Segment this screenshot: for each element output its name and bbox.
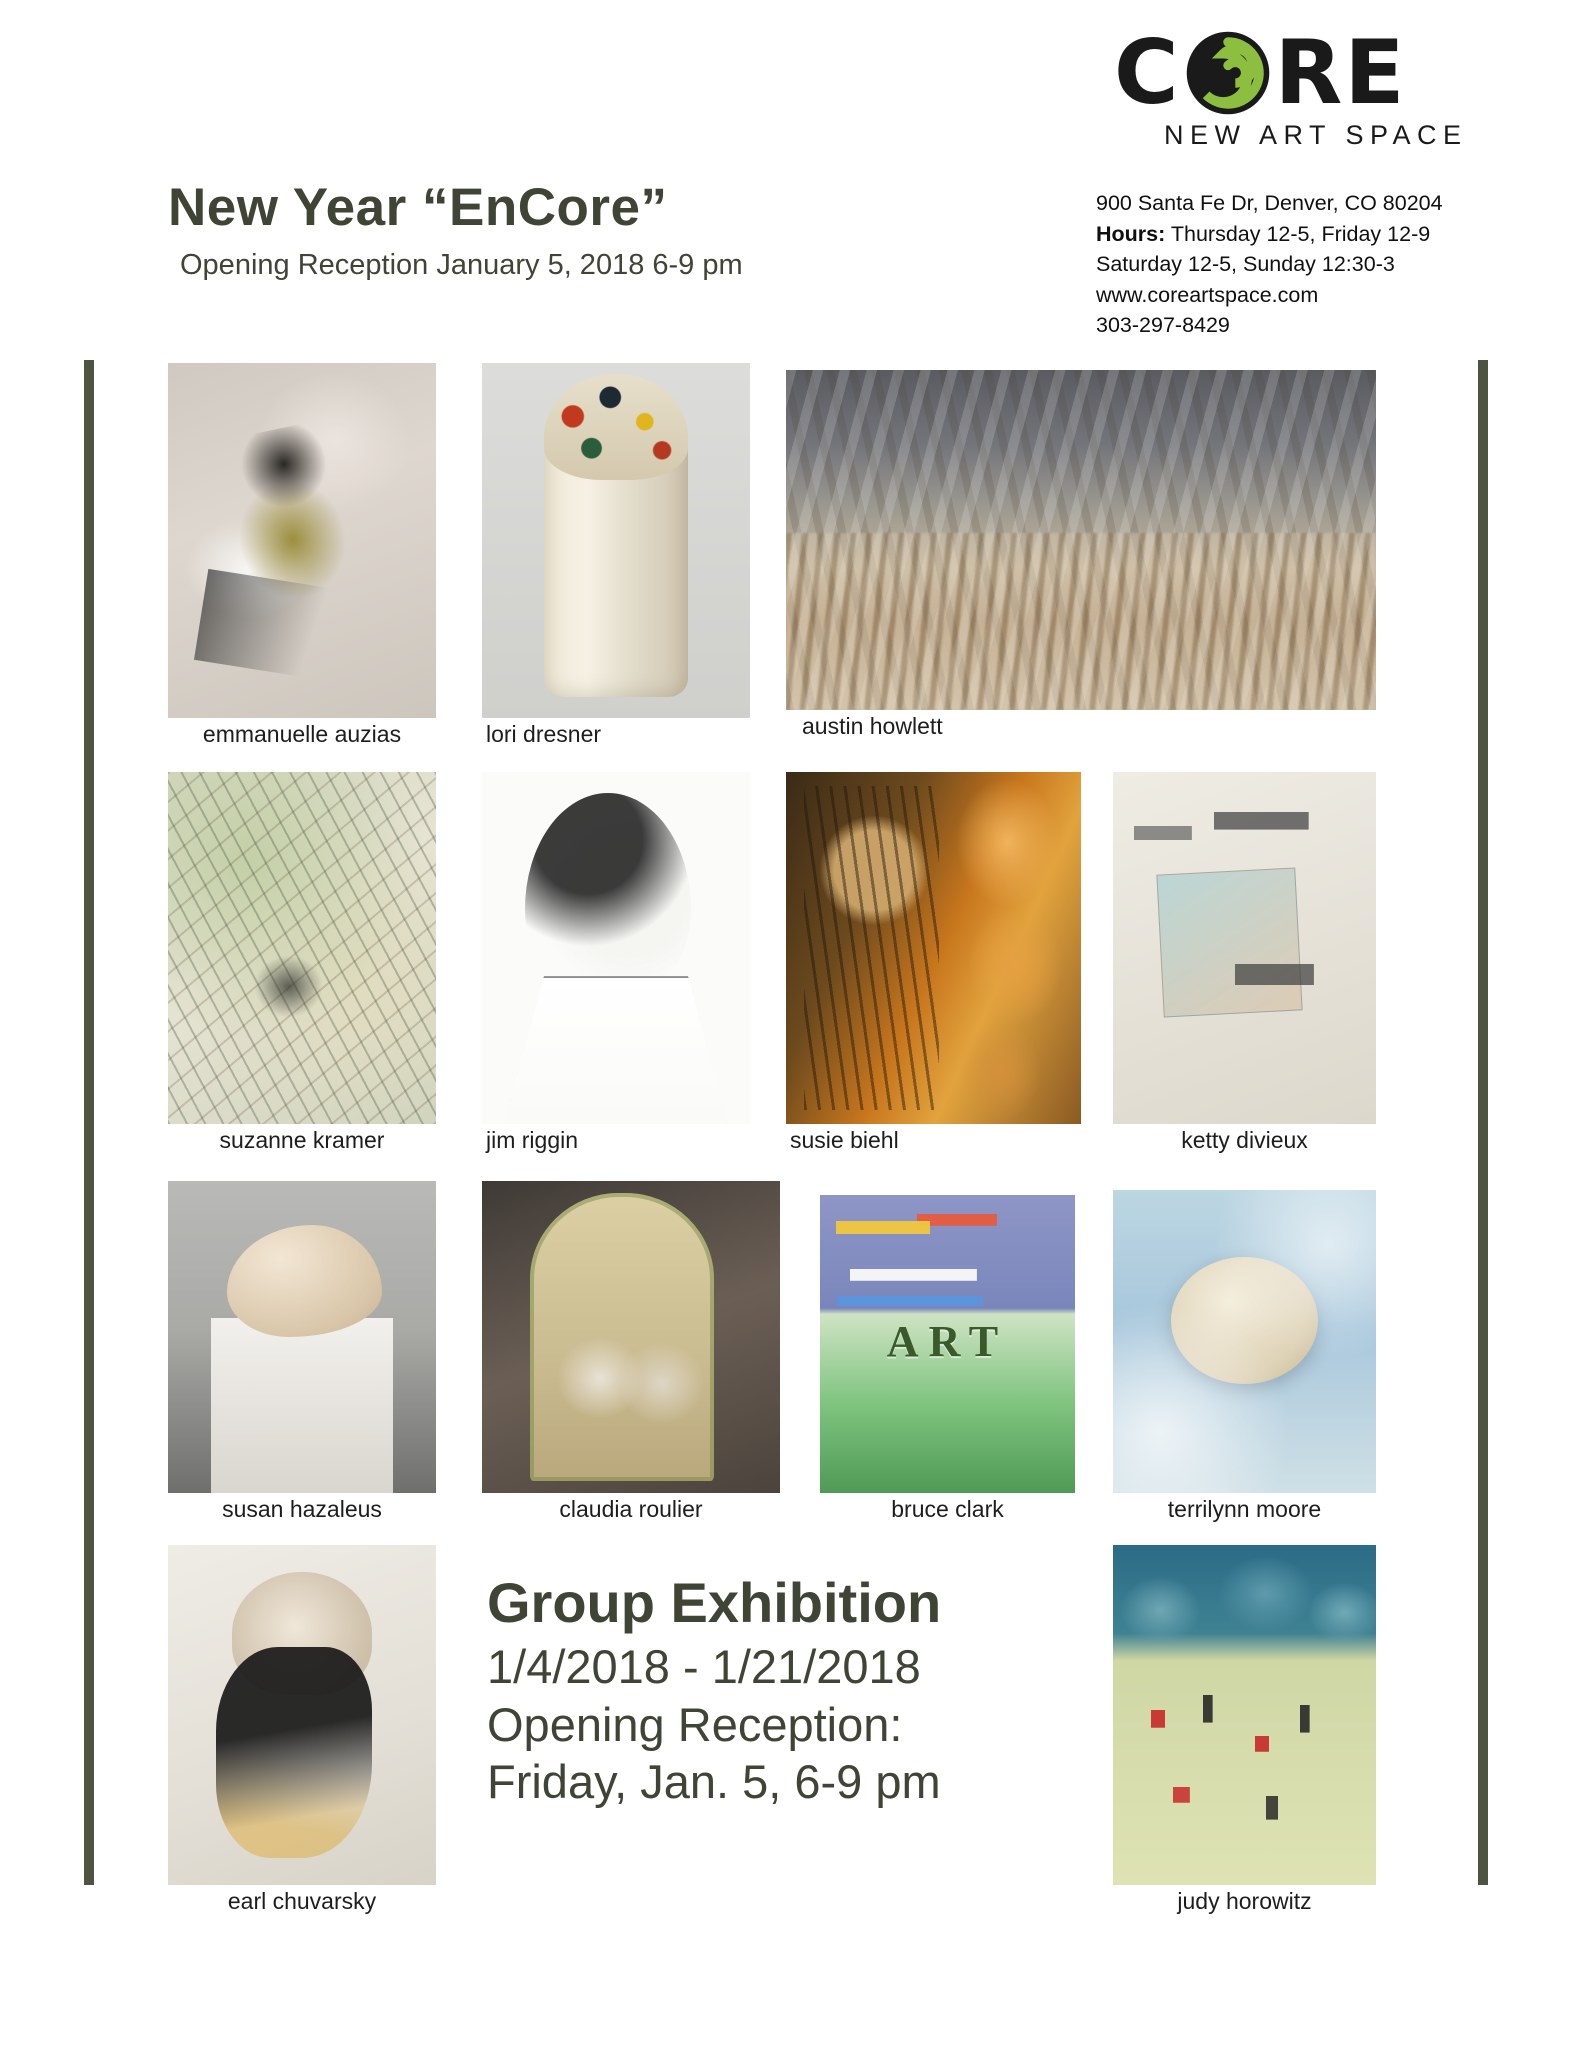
artwork-item[interactable]: [786, 370, 1376, 739]
artwork-item[interactable]: [1113, 772, 1376, 1153]
artist-caption: susan hazaleus: [222, 1496, 382, 1522]
logo-tagline: NEW ART SPACE: [1164, 120, 1468, 150]
artist-caption: ketty divieux: [1181, 1127, 1308, 1153]
artwork-thumbnail[interactable]: [168, 1181, 436, 1493]
logo-letters-re: RE: [1274, 21, 1407, 124]
artwork-thumbnail[interactable]: [1113, 1545, 1376, 1885]
artist-caption: jim riggin: [486, 1127, 579, 1153]
artwork-item[interactable]: [1113, 1190, 1376, 1522]
artwork-thumbnail[interactable]: [482, 1181, 780, 1493]
artwork-item[interactable]: [482, 772, 750, 1153]
exhibition-details: [487, 1573, 1127, 1810]
artwork-item[interactable]: [168, 363, 436, 747]
page-title: New Year “EnCore”: [168, 178, 668, 237]
artwork-thumbnail[interactable]: [1113, 772, 1376, 1124]
exhibition-reception-time: Friday, Jan. 5, 6-9 pm: [487, 1755, 941, 1809]
artwork-item[interactable]: [786, 772, 1081, 1153]
artwork-thumbnail[interactable]: [1113, 1190, 1376, 1493]
artist-caption: suzanne kramer: [219, 1127, 385, 1153]
artist-caption: austin howlett: [802, 713, 943, 739]
hours-line-1: Thursday 12-5, Friday 12-9: [1170, 221, 1431, 246]
artist-caption: bruce clark: [891, 1496, 1004, 1522]
venue-address: 900 Santa Fe Dr, Denver, CO 80204: [1096, 191, 1443, 215]
artwork-item[interactable]: [820, 1195, 1075, 1522]
artwork-thumbnail[interactable]: [168, 772, 436, 1124]
artwork-thumbnail[interactable]: [482, 772, 750, 1124]
artwork-thumbnail[interactable]: [168, 1545, 436, 1885]
venue-phone: 303-297-8429: [1096, 313, 1230, 338]
exhibition-reception-label: Opening Reception:: [487, 1697, 903, 1751]
artist-caption: claudia roulier: [559, 1496, 703, 1522]
artist-caption: emmanuelle auzias: [202, 721, 402, 747]
venue-website[interactable]: www.coreartspace.com: [1096, 282, 1319, 307]
artist-caption: earl chuvarsky: [227, 1888, 377, 1914]
artwork-thumbnail[interactable]: [786, 772, 1081, 1124]
artwork-thumbnail[interactable]: [168, 363, 436, 718]
page-subtitle: Opening Reception January 5, 2018 6-9 pm: [180, 248, 743, 281]
hours-line-2: Saturday 12-5, Sunday 12:30-3: [1096, 252, 1395, 277]
artwork-item[interactable]: [1113, 1545, 1376, 1914]
artwork-item[interactable]: [482, 1181, 780, 1522]
artist-caption: terrilynn moore: [1167, 1496, 1322, 1522]
artist-caption: susie biehl: [790, 1127, 899, 1153]
exhibition-dates: 1/4/2018 - 1/21/2018: [487, 1640, 921, 1694]
artist-caption: judy horowitz: [1177, 1888, 1312, 1914]
artwork-item[interactable]: [168, 772, 436, 1153]
logo-letter-c: C: [1114, 21, 1181, 124]
hours-label: Hours:: [1096, 221, 1166, 246]
artwork-item[interactable]: [168, 1181, 436, 1522]
artwork-thumbnail[interactable]: [482, 363, 750, 718]
artwork-thumbnail[interactable]: [786, 370, 1376, 710]
exhibition-title: Group Exhibition: [487, 1571, 942, 1634]
artwork-thumbnail[interactable]: [820, 1195, 1075, 1493]
artwork-item[interactable]: [482, 363, 750, 747]
artist-caption: lori dresner: [486, 721, 602, 747]
artwork-item[interactable]: [168, 1545, 436, 1914]
